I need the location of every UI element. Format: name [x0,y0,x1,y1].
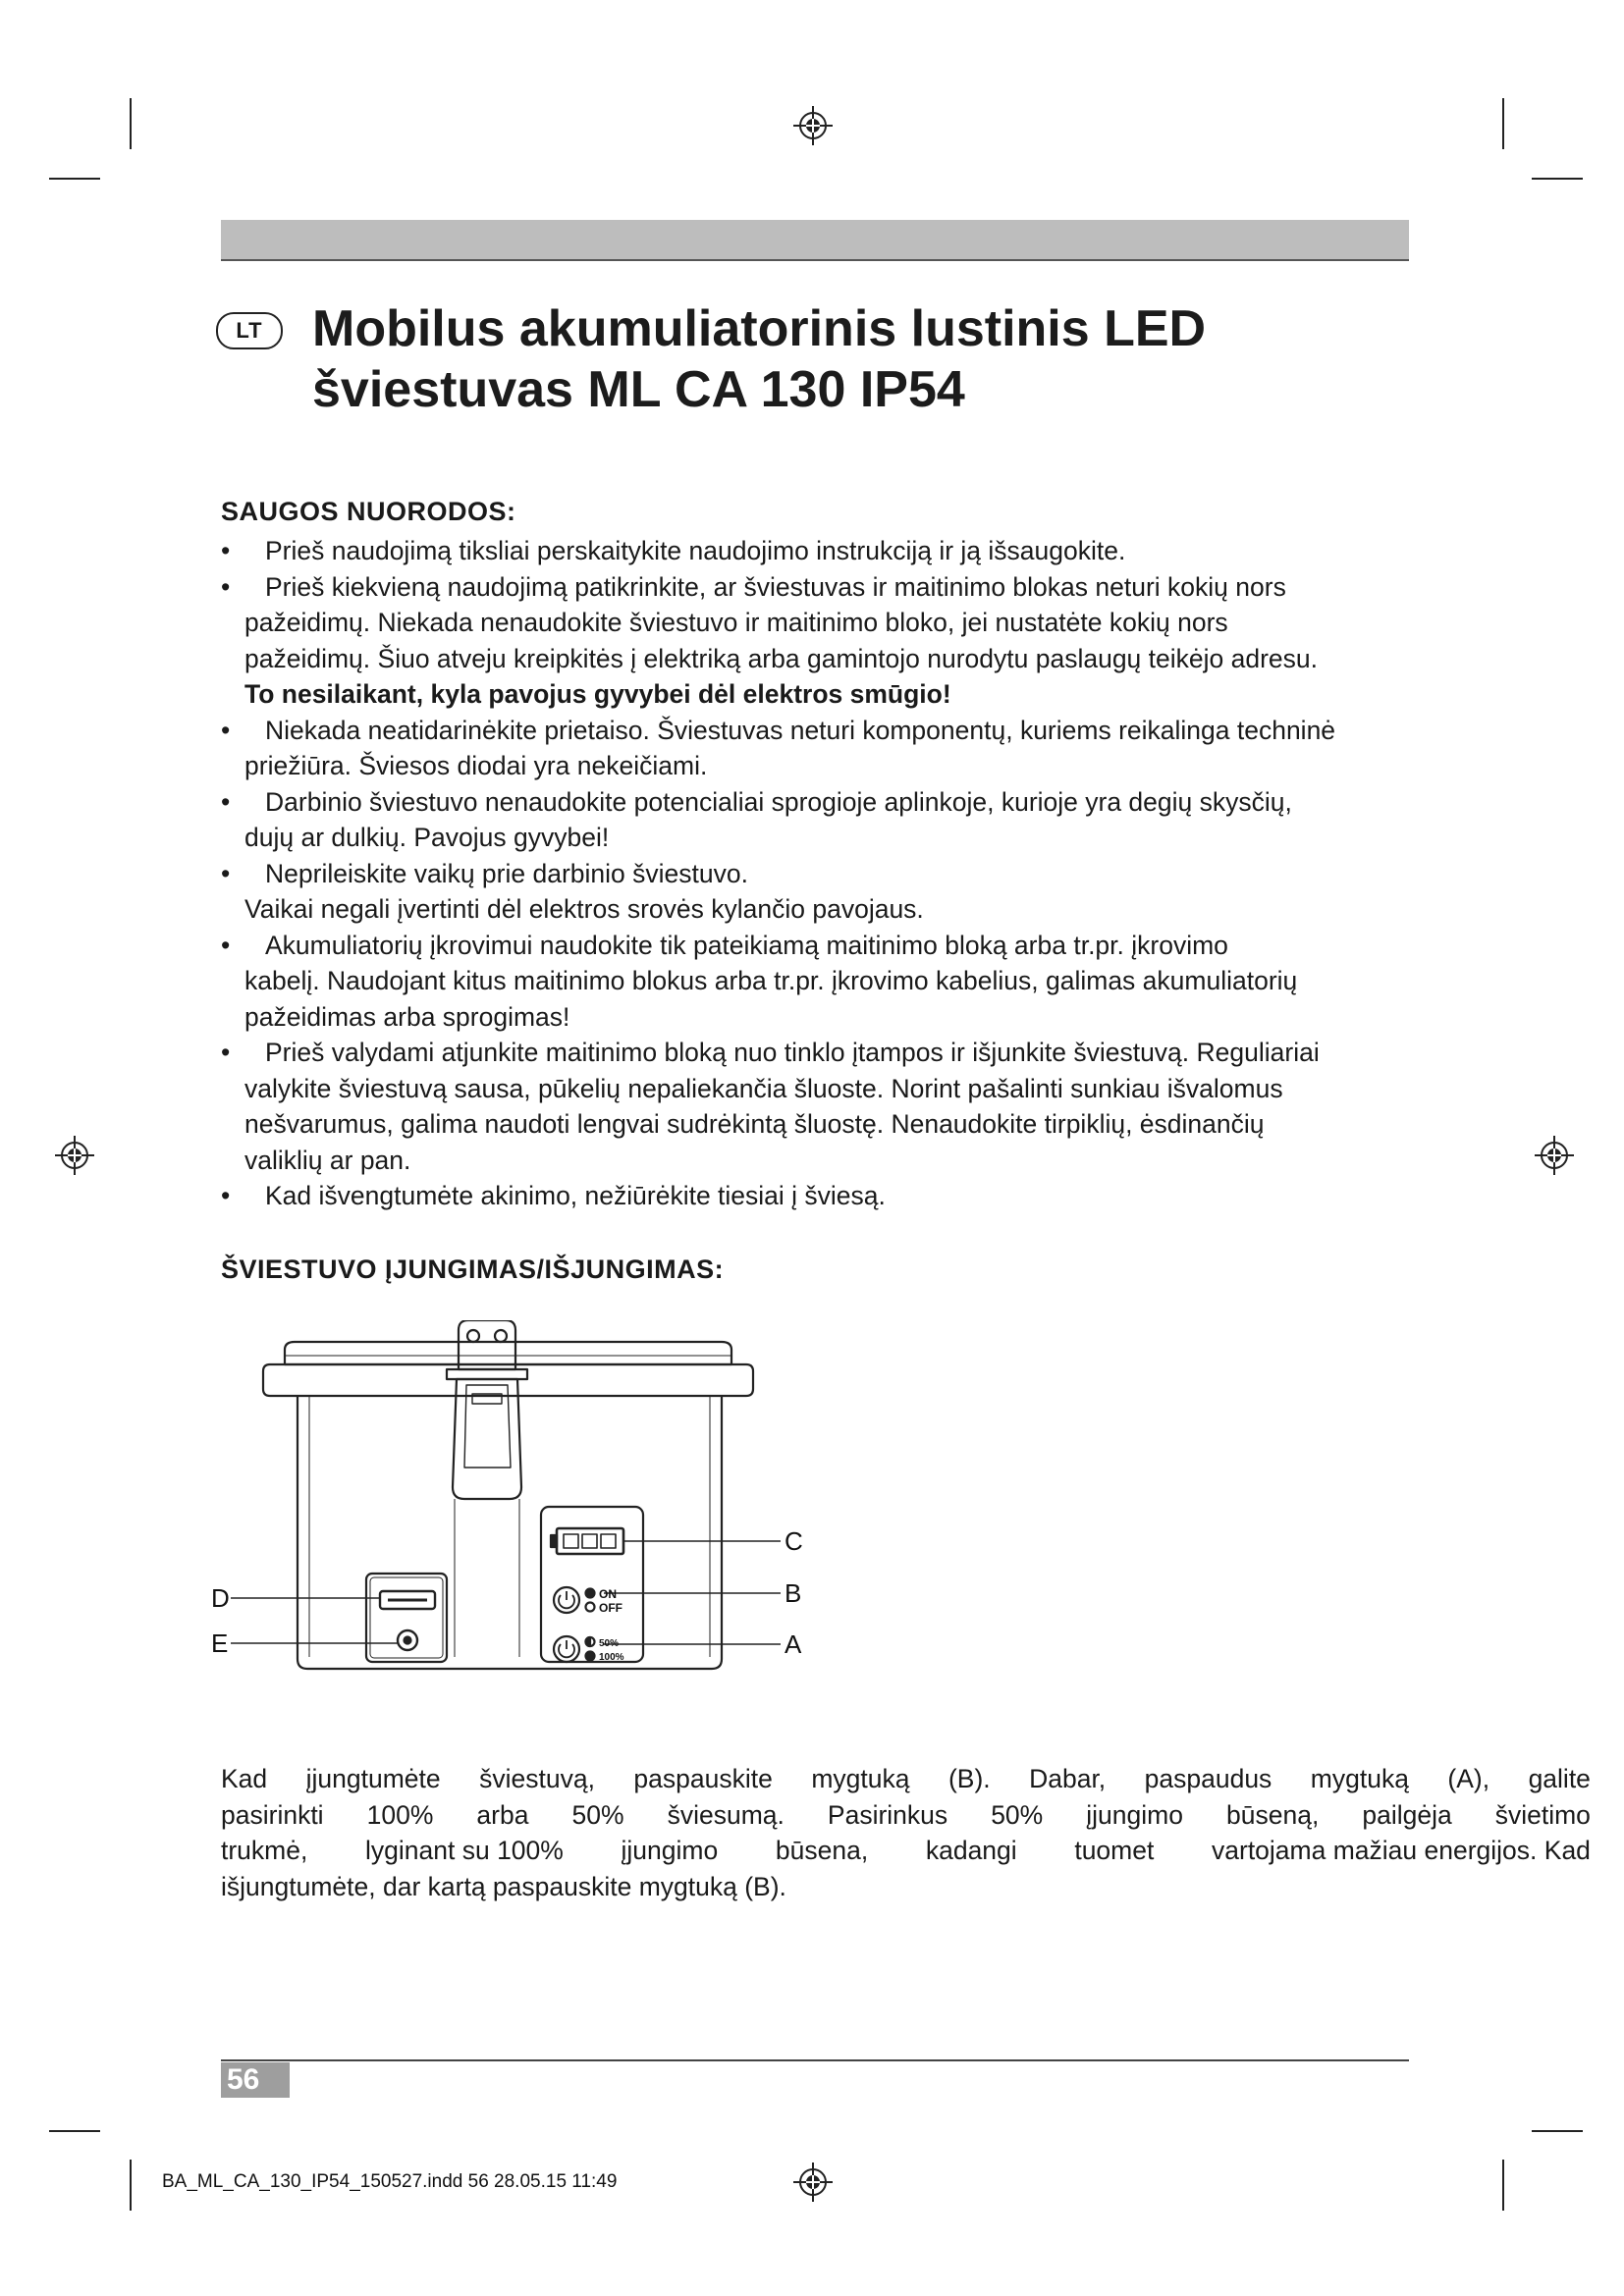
paragraph-word: tuomet [1074,1836,1155,1865]
paragraph-word: švietimo [1494,1799,1591,1830]
title-line: šviestuvas ML CA 130 IP54 [312,361,965,418]
paragraph-word: 50% [991,1799,1044,1830]
language-badge: LT [216,312,283,349]
paragraph-word: mygtuką [811,1764,910,1793]
paragraph-word: pailgėja [1362,1799,1452,1830]
paragraph-word: Pasirinkus [827,1799,948,1830]
paragraph-line: išjungtumėte, dar kartą paspauskite mygtuką (B). [221,1871,786,1901]
safety-item-line: Akumuliatorių įkrovimui naudokite tik pateikiamą maitinimo bloką arba tr.pr. įkrovimo [265,930,1228,960]
device-latch [459,1320,515,1369]
paragraph-word: būseną, [1226,1799,1320,1830]
crop-mark [1502,98,1504,149]
paragraph-word: 50% [571,1799,624,1830]
paragraph-word: lyginant su 100% [365,1836,564,1865]
safety-item-line: Prieš naudojimą tiksliai perskaitykite naudojimo instrukciją ir ją išsaugokite. [265,536,1126,565]
paragraph-line [221,1761,1591,1797]
safety-item-line: Kad išvengtumėte akinimo, nežiūrėkite tiesiai į šviesą. [265,1181,886,1210]
paragraph-word: arba [476,1799,529,1830]
paragraph-word: (A), [1447,1764,1490,1793]
status-label-100: 100% [599,1652,624,1663]
safety-item [221,569,1429,713]
safety-item [221,1178,1429,1214]
paragraph-word: galite [1528,1764,1591,1793]
paragraph-word: Kad [221,1764,268,1793]
safety-item-line: Prieš valydami atjunkite maitinimo bloką nuo tinklo įtampos ir išjunkite šviestuvą. Reguliariai [265,1038,1320,1067]
callout-a: A [785,1629,802,1659]
safety-item-line: pažeidimų. Niekada nenaudokite šviestuvo ir maitinimo bloko, jei nustatėte kokių nors [244,608,1228,637]
safety-item-line: pažeidimų. Šiuo atveju kreipkitės į elektriką arba gamintojo nurodytu paslaugų teikėjo adresu. [244,643,1319,673]
safety-item-line: valiklių ar pan. [244,1145,411,1175]
paragraph-word: pasirinkti [221,1799,324,1830]
status-label-off: OFF [599,1601,623,1615]
safety-item-line: valykite šviestuvą sausa, pūkelių nepaliekančia šluoste. Norint pašalinti sunkiau išvalomus [244,1073,1283,1103]
power-button-icon [554,1587,579,1613]
paragraph-word: įjungtumėte [305,1764,441,1793]
page-title [312,298,1392,420]
paragraph-word: (B). [947,1764,991,1793]
paragraph-word: paspauskite [633,1764,773,1793]
print-slug: BA_ML_CA_130_IP54_150527.indd 56 28.05.15 11:49 [162,2171,618,2192]
status-label-on: ON [599,1587,617,1601]
safety-item-line: Prieš kiekvieną naudojimą patikrinkite, ar šviestuvas ir maitinimo blokas neturi kokių nors [265,571,1286,602]
registration-mark-icon [1535,1136,1574,1175]
safety-item [221,784,1429,856]
paragraph-word: mygtuką [1310,1764,1409,1793]
safety-list [221,533,1429,1214]
device-diagram [211,1320,820,1703]
crop-mark [1532,178,1583,180]
crop-mark [49,2130,100,2132]
battery-icon [551,1528,623,1554]
safety-item-line: nešvarumus, galima naudoti lengvai sudrėkintą šluostę. Nenaudokite tirpiklių, ėsdinančių [244,1109,1265,1139]
safety-item [221,1035,1429,1178]
bullet-marker: • [221,536,231,565]
footer-rule [221,2059,1409,2061]
port-panel [366,1574,447,1662]
paragraph-word: vartojama mažiau energijos. Kad [1212,1836,1591,1865]
paragraph-word: šviesumą. [667,1799,785,1830]
paragraph-word: Dabar, [1029,1764,1107,1793]
callout-d: D [211,1583,230,1613]
bullet-marker: • [221,1038,231,1067]
switching-paragraph [221,1761,1591,1904]
crop-mark [130,98,132,149]
bullet-marker: • [221,858,231,888]
paragraph-word: šviestuvą, [479,1764,595,1793]
safety-item [221,713,1429,784]
dim-button-icon [554,1636,579,1662]
paragraph-word: įjungimo [1086,1799,1183,1830]
bullet-marker: • [221,715,231,745]
crop-mark [1502,2160,1504,2211]
crop-mark [130,2160,132,2211]
safety-item [221,928,1429,1036]
callout-b: B [785,1578,802,1608]
paragraph-word: būsena, [775,1836,869,1865]
registration-mark-icon [793,2163,833,2202]
paragraph-word: paspaudus [1144,1764,1272,1793]
safety-item [221,856,1429,928]
safety-heading: SAUGOS NUORODOS: [221,497,516,526]
device-lid [285,1342,731,1364]
safety-item-line: Vaikai negali įvertinti dėl elektros srovės kylančio pavojaus. [244,894,924,924]
safety-item-line: dujų ar dulkių. Pavojus gyvybei! [244,823,610,852]
title-line: Mobilus akumuliatorinis lustinis LED [312,300,1207,357]
safety-item-line: Darbinio šviestuvo nenaudokite potencialiai sprogioje aplinkoje, kurioje yra degių skysčių, [265,786,1292,817]
registration-mark-icon [793,106,833,145]
safety-item-line: Niekada neatidarinėkite prietaiso. Šviestuvas neturi komponentų, kuriems reikalinga techninė [265,715,1336,745]
paragraph-line [221,1833,1591,1869]
status-label-50: 50% [599,1638,620,1649]
callout-e: E [211,1629,229,1658]
crop-mark [1532,2130,1583,2132]
safety-item-line: kabelį. Naudojant kitus maitinimo blokus arba tr.pr. įkrovimo kabelius, galimas akumuliatorių [244,966,1298,995]
safety-item-line: pažeidimas arba sprogimas! [244,1001,570,1032]
safety-item-line: Neprileiskite vaikų prie darbinio šviestuvo. [265,858,748,888]
bullet-marker: • [221,1181,231,1210]
paragraph-word: trukmė, [221,1836,308,1865]
bullet-marker: • [221,930,231,960]
safety-item-line: priežiūra. Šviesos diodai yra nekeičiami. [244,751,708,780]
safety-warning: To nesilaikant, kyla pavojus gyvybei dėl elektros smūgio! [244,679,951,709]
safety-item [221,533,1429,569]
paragraph-word: kadangi [925,1836,1017,1865]
bullet-marker: • [221,571,231,602]
crop-mark [49,178,100,180]
paragraph-word: 100% [366,1799,434,1830]
paragraph-word: įjungimo [621,1836,719,1865]
bullet-marker: • [221,786,231,817]
header-bar [221,220,1409,261]
page-number: 56 [221,2062,290,2098]
paragraph-line [221,1797,1591,1834]
registration-mark-icon [55,1136,94,1175]
switching-heading: ŠVIESTUVO ĮJUNGIMAS/IŠJUNGIMAS: [221,1255,725,1284]
callout-c: C [785,1526,803,1556]
